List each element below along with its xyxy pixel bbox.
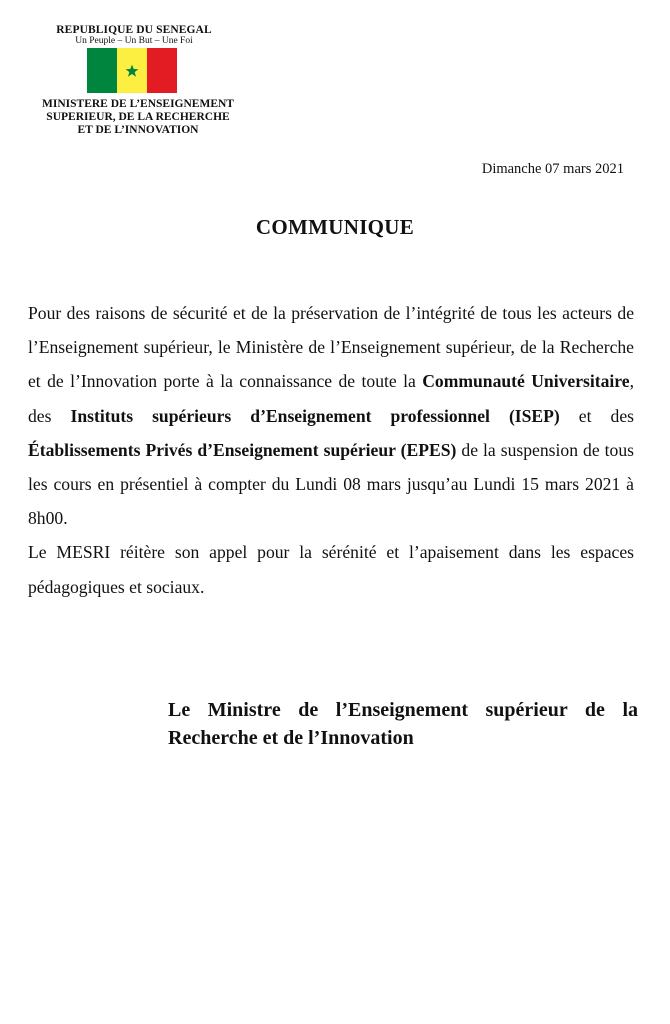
ministry-line: MINISTERE DE L’ENSEIGNEMENT [42,98,234,110]
flag-star-icon [87,48,177,93]
bold-communaute: Communauté Universitaire [422,371,630,392]
country-name: REPUBLIQUE DU SENEGAL [56,24,212,36]
letterhead [24,24,244,136]
ministry-line: ET DE L’INNOVATION [77,124,199,136]
document-date: Dimanche 07 mars 2021 [481,161,624,177]
national-motto: Un Peuple – Un But – Une Foi [75,36,193,46]
bold-isep: Instituts supérieurs d’Enseignement professionnel (ISEP) [70,405,560,426]
communique-body [28,296,634,604]
paragraph-main [28,296,634,535]
ministry-name [28,98,248,137]
page-title: COMMUNIQUE [255,215,415,239]
ministry-line: SUPERIEUR, DE LA RECHERCHE [46,111,230,123]
text-segment: et des [559,405,634,426]
text-segment: de la suspension de tous les cours en présentiel à compter du Lundi 08 mars jusqu’au Lundi 15 mars 2021 à 8h00. [28,439,634,529]
signature-block: Le Ministre de l’Enseignement supérieur de la Recherche et de l’Innovation [168,699,638,749]
bold-epes: Établissements Privés d’Enseignement supérieur (EPES) [28,439,457,460]
text-segment: Pour des raisons de sécurité et de la préservation de l’intégrité de tous les acteurs de l’Enseignement supérieur, le Ministère de l’Enseignement supérieur, de la Recherche et de l’Innovation porte à la connaissance de toute la [28,303,634,392]
text-segment: , des [28,371,634,426]
senegal-flag-icon [87,48,177,93]
paragraph-appeal: Le MESRI réitère son appel pour la sérénité et l’apaisement dans les espaces pédagogiques et sociaux. [28,542,634,597]
